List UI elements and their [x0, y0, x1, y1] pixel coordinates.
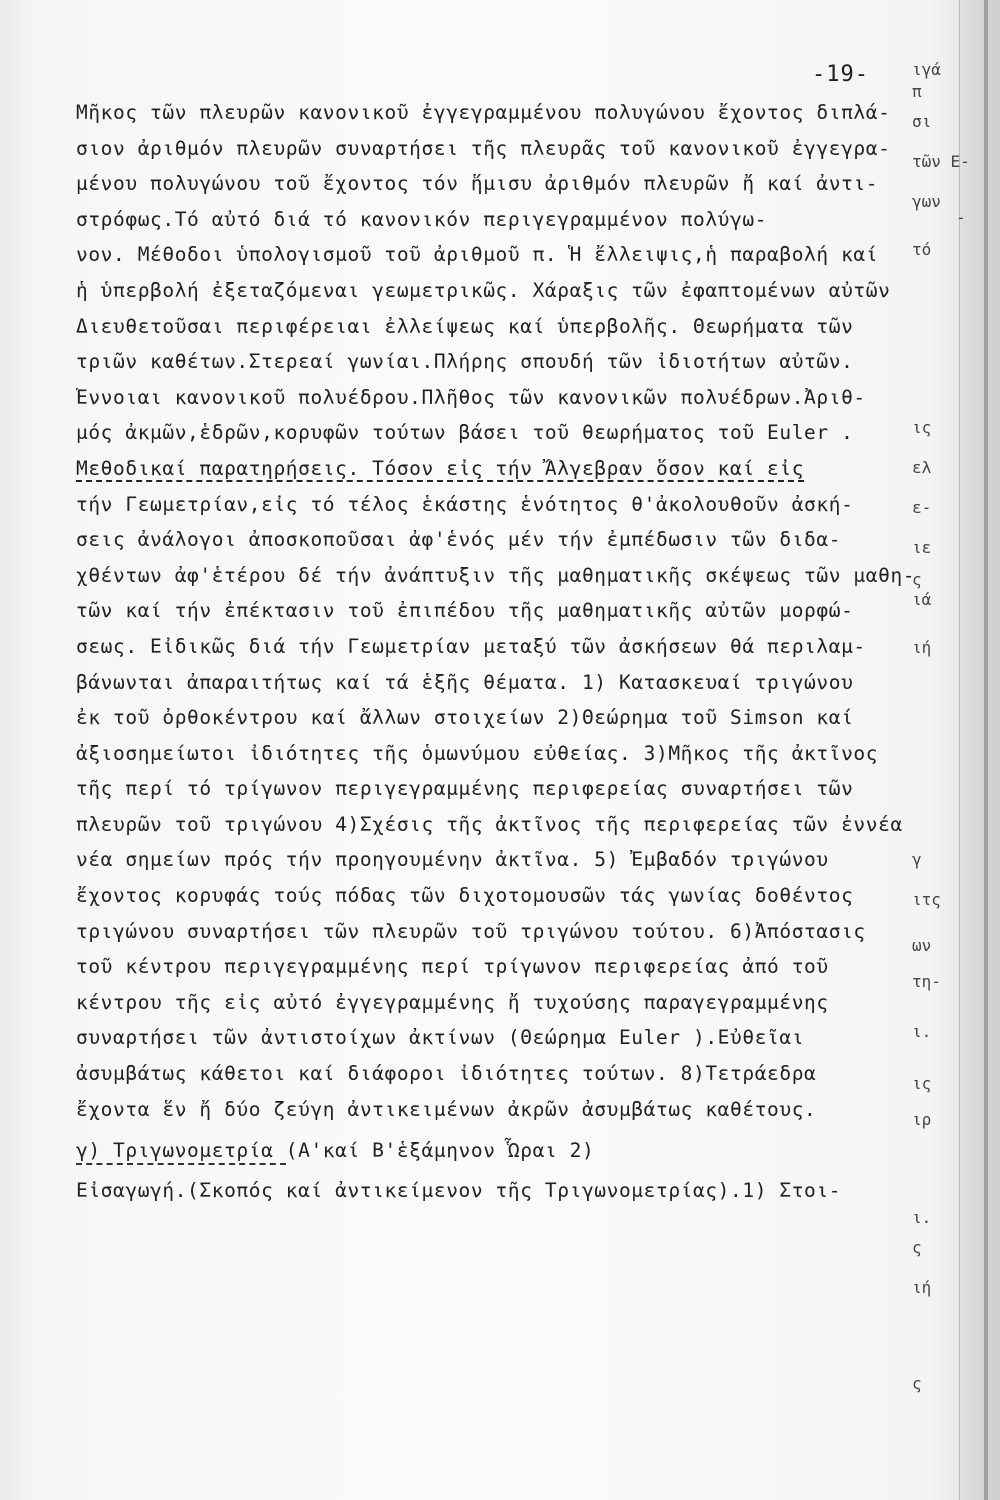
margin-fragment: ιρ [912, 1110, 932, 1129]
margin-fragment: ς [912, 570, 922, 589]
text-line: νον. Μέθοδοι ὑπολογισμοῦ τοῦ ἀριθμοῦ π. Ἡ ἔλλειψις,ἡ παραβολή καί [76, 243, 879, 267]
text-line: τριῶν καθέτων.Στερεαί γωνίαι.Πλήρης σπουδή τῶν ἰδιοτήτων αὐτῶν. [76, 350, 854, 374]
text-line: ἀξιοσημείωτοι ἰδιότητες τῆς ὁμωνύμου εὐθείας. 3)Μῆκος τῆς ἀκτῖνος [76, 741, 879, 765]
text-line: στρόφως.Τό αὐτό διά τό κανονικόν περιγεγραμμένον πολύγω- [76, 207, 768, 231]
margin-fragment: ων [912, 936, 932, 955]
margin-fragment: - [956, 208, 966, 227]
margin-fragment: ς [912, 1374, 922, 1393]
text-line: ἐκ τοῦ ὀρθοκέντρου καί ἄλλων στοιχείων 2)Θεώρημα τοῦ Simson καί [76, 706, 854, 730]
margin-fragment: τῶν Ε- [912, 152, 970, 171]
text-line: Ἔννοιαι κανονικοῦ πολυέδρου.Πλῆθος τῶν κανονικῶν πολυέδρων.Ἀριθ- [76, 385, 866, 409]
text-line: ἔχοντα ἕν ἤ δύο ζεύγη ἀντικειμένων ἀκρῶν ἀσυμβάτως καθέτους. [76, 1097, 817, 1121]
text-line: μένου πολυγώνου τοῦ ἔχοντος τόν ἥμισυ ἀριθμόν πλευρῶν ἤ καί ἀντι- [76, 172, 879, 196]
page-number: -19- [812, 62, 869, 87]
text-line: ἀσυμβάτως κάθετοι καί διάφοροι ἰδιότητες τούτων. 8)Τετράεδρα [76, 1062, 817, 1086]
margin-fragment: ις [912, 1074, 932, 1093]
margin-fragment: ι. [912, 1208, 932, 1227]
text-line: σιον ἀριθμόν πλευρῶν συναρτήσει τῆς πλευρᾶς τοῦ κανονικοῦ ἐγγεγρα- [76, 136, 891, 160]
text-line: σεως. Εἰδικῶς διά τήν Γεωμετρίαν μεταξύ τῶν ἀσκήσεων θά περιλαμ- [76, 634, 866, 658]
margin-fragment: ιτς [912, 890, 941, 909]
margin-fragment: ιγά [912, 60, 941, 79]
margin-fragment: τό [912, 240, 932, 259]
margin-fragment: ε- [912, 498, 932, 517]
text-line-methodical-remarks: Μεθοδικαί παρατηρήσεις. Τόσον εἰς τήν Ἄλγεβραν ὅσον καί εἰς [76, 456, 805, 480]
margin-fragment: γων [912, 192, 941, 211]
margin-fragment: ελ [912, 458, 932, 477]
margin-fragment: ι. [912, 1022, 932, 1041]
body-text [76, 95, 928, 1208]
text-line: τήν Γεωμετρίαν,εἰς τό τέλος ἑκάστης ἑνότητος θ'ἀκολουθοῦν ἀσκή- [76, 492, 854, 516]
text-line: μός ἀκμῶν,ἑδρῶν,κορυφῶν τούτων βάσει τοῦ θεωρήματος τοῦ Euler . [76, 421, 854, 445]
text-line: ἡ ὑπερβολή ἐξεταζόμεναι γεωμετρικῶς. Χάραξις τῶν ἐφαπτομένων αὐτῶν [76, 278, 891, 302]
text-line: τριγώνου συναρτήσει τῶν πλευρῶν τοῦ τριγώνου τούτου. 6)Ἀπόστασις [76, 919, 866, 943]
binding-edge [984, 0, 988, 1500]
text-line: χθέντων ἀφ'ἑτέρου δέ τήν ἀνάπτυξιν τῆς μαθηματικῆς σκέψεως τῶν μαθη- [76, 563, 916, 587]
margin-fragment: ιή [912, 1278, 932, 1297]
margin-fragment: ς [912, 1238, 922, 1257]
section-heading-trigonometry: γ) Τριγωνομετρία (Α'καί Β'ἑξάμηνον Ὧραι 2) [76, 1139, 595, 1163]
margin-fragment: ιε [912, 538, 932, 557]
text-line: τοῦ κέντρου περιγεγραμμένης περί τρίγωνον περιφερείας ἀπό τοῦ [76, 955, 829, 979]
margin-fragment: σι [912, 112, 932, 131]
text-line: τῶν καί τήν ἐπέκτασιν τοῦ ἐπιπέδου τῆς μαθηματικῆς αὐτῶν μορφώ- [76, 599, 854, 623]
margin-fragment: τη- [912, 972, 941, 991]
text-line: τῆς περί τό τρίγωνον περιγεγραμμένης περιφερείας συναρτήσει τῶν [76, 777, 854, 801]
text-line: σεις ἀνάλογοι ἀποσκοποῦσαι ἀφ'ἑνός μέν τήν ἐμπέδωσιν τῶν διδα- [76, 528, 842, 552]
text-line: κέντρου τῆς εἰς αὐτό ἐγγεγραμμένης ἤ τυχούσης παραγεγραμμένης [76, 990, 829, 1014]
margin-fragment: γ [912, 850, 922, 869]
text-line: πλευρῶν τοῦ τριγώνου 4)Σχέσις τῆς ἀκτῖνος τῆς περιφερείας τῶν ἐννέα [76, 812, 903, 836]
margin-fragment: ιή [912, 638, 932, 657]
text-line: ἔχοντος κορυφάς τούς πόδας τῶν διχοτομουσῶν τάς γωνίας δοθέντος [76, 884, 854, 908]
text-line: συναρτήσει τῶν ἀντιστοίχων ἀκτίνων (Θεώρημα Euler ).Εὐθεῖαι [76, 1026, 805, 1050]
text-line: Μῆκος τῶν πλευρῶν κανονικοῦ ἐγγεγραμμένου πολυγώνου ἔχοντος διπλά- [76, 101, 891, 124]
margin-fragment: ις [912, 418, 932, 437]
text-line: νέα σημείων πρός τήν προηγουμένην ἀκτῖνα. 5) Ἐμβαδόν τριγώνου [76, 848, 829, 872]
margin-fragment: π [912, 82, 922, 101]
text-line: βάνωνται ἀπαραιτήτως καί τά ἑξῆς θέματα. 1) Κατασκευαί τριγώνου [76, 670, 854, 694]
section-first-line: Εἰσαγωγή.(Σκοπός καί ἀντικείμενον τῆς Τριγωνομετρίας).1) Στοι- [76, 1178, 842, 1202]
margin-fragment: ιά [912, 590, 932, 609]
text-line: Διευθετοῦσαι περιφέρειαι ἐλλείψεως καί ὑπερβολῆς. Θεωρήματα τῶν [76, 314, 854, 338]
